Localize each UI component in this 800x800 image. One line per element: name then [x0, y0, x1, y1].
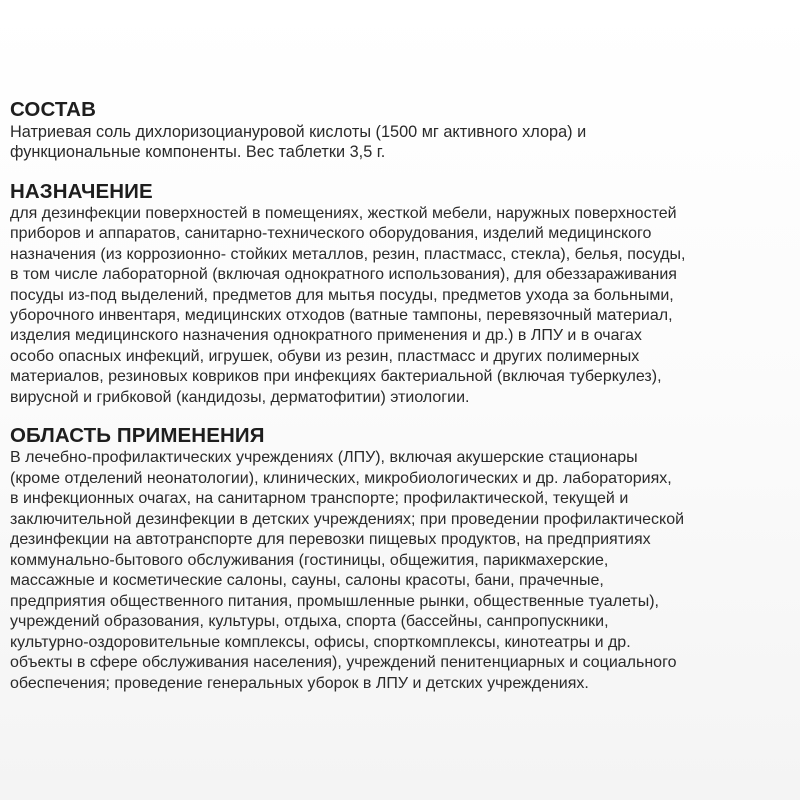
text-line: учреждений образования, культуры, отдыха, спорта (бассейны, санпропускники,	[10, 613, 609, 630]
application-heading: ОБЛАСТЬ ПРИМЕНЕНИЯ	[10, 424, 265, 447]
text-line: уборочного инвентаря, медицинских отходов (ватные тампоны, перевязочный материал,	[10, 307, 673, 325]
text-line: вирусной и грибковой (кандидозы, дерматофитии) этиологии.	[10, 388, 470, 406]
text-line: предприятия общественного питания, промышленные рынки, общественные туалеты),	[10, 592, 659, 610]
text-line: в том числе лабораторной (включая однократного использования), для обеззараживания	[10, 266, 677, 284]
text-line: особо опасных инфекций, игрушек, обуви из резин, пластмасс и других полимерных	[10, 347, 640, 365]
purpose-heading: НАЗНАЧЕНИЕ	[10, 180, 153, 203]
composition-heading: СОСТАВ	[10, 98, 96, 121]
text-line: объекты в сфере обслуживания населения), учреждений пенитенциарных и социального	[10, 654, 677, 671]
purpose-text	[10, 204, 790, 408]
purpose-section	[10, 180, 790, 408]
text-line: В лечебно-профилактических учреждениях (ЛПУ), включая акушерские стационары	[10, 449, 638, 466]
text-line: культурно-оздоровительные комплексы, офисы, спорткомплексы, кинотеатры и др.	[10, 633, 631, 651]
composition-section	[10, 98, 790, 162]
text-line: посуды из-под выделений, предметов для мытья посуды, предметов ухода за больными,	[10, 286, 674, 304]
text-line: коммунально-бытового обслуживания (гостиницы, общежития, парикмахерские,	[10, 551, 609, 569]
text-line: дезинфекции на автотранспорте для перевозки пищевых продуктов, на предприятиях	[10, 531, 651, 548]
text-line: заключительной дезинфекции в детских учреждениях; при проведении профилактической	[10, 510, 685, 528]
text-line: (кроме отделений неонатологии), клинических, микробиологических и др. лабораториях,	[10, 469, 672, 487]
text-line: назначения (из коррозионно- стойких металлов, резин, пластмасс, стекла), белья, посуды,	[10, 245, 686, 263]
text-line: обеспечения; проведение генеральных уборок в ЛПУ и детских учреждениях.	[10, 674, 589, 692]
text-line: Натриевая соль дихлоризоциануровой кислоты (1500 мг активного хлора) и	[10, 123, 587, 141]
text-line: массажные и косметические салоны, сауны, салоны красоты, бани, прачечные,	[10, 572, 604, 589]
text-line: материалов, резиновых ковриков при инфекциях бактериальной (включая туберкулез),	[10, 368, 662, 386]
text-line: для дезинфекции поверхностей в помещениях, жесткой мебели, наружных поверхностей	[10, 205, 677, 222]
composition-text	[10, 122, 790, 162]
application-text	[10, 448, 790, 694]
application-section	[10, 424, 790, 694]
text-line: в инфекционных очагах, на санитарном транспорте; профилактической, текущей и	[10, 490, 629, 507]
text-line: приборов и аппаратов, санитарно-технического оборудования, изделий медицинского	[10, 225, 652, 243]
text-line: функциональные компоненты. Вес таблетки 3,5 г.	[10, 143, 386, 161]
text-line: изделия медицинского назначения однократного применения и др.) в ЛПУ и в очагах	[10, 327, 642, 345]
